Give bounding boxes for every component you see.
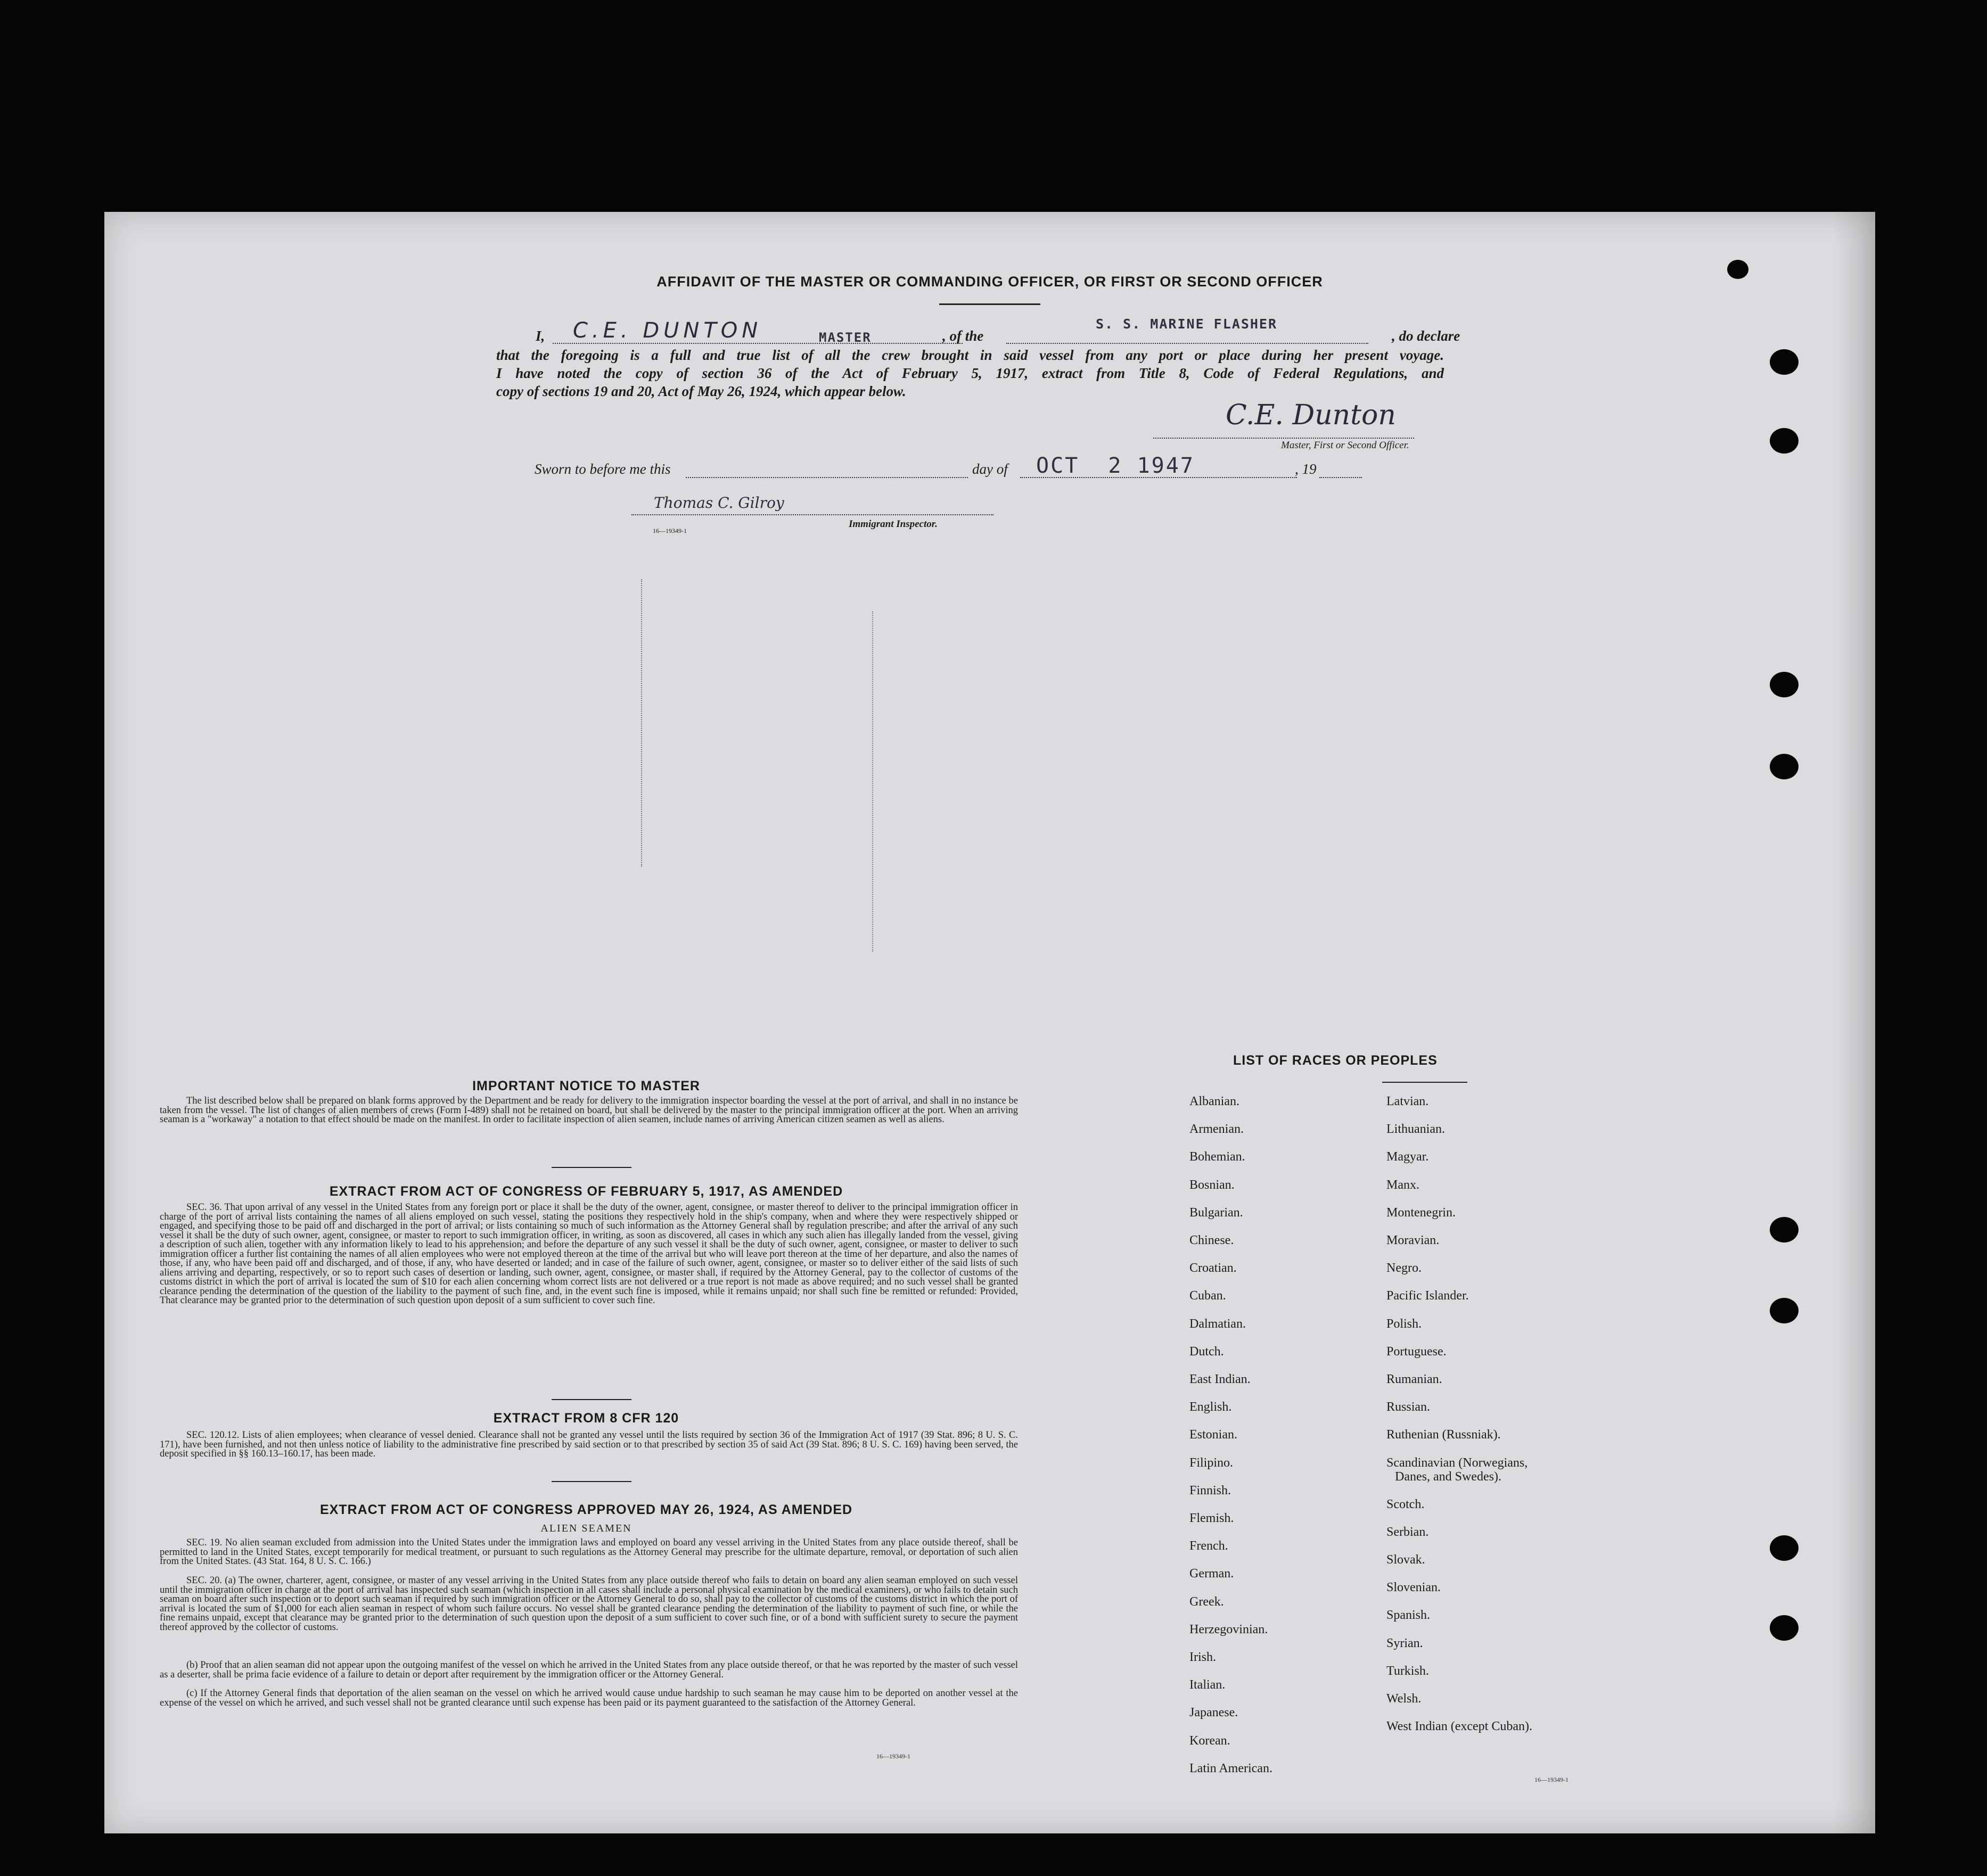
of-the-label: , of the <box>942 328 984 344</box>
race-item: Portuguese. <box>1386 1344 1447 1359</box>
notice-text: The list described below shall be prepared on blank forms approved by the Department and be ready for delivery to the immigration inspector boarding the vessel at the port of arrival, and shall in no instance be taken from the vessel. The list of changes of alien members of crews (Form I-489) shall not be retained on board, but shall be delivered by the master to the principal immigration officer at the port. When an arriving seaman is a "workaway" a notation to that effect should be made on the manifest. In order to facilitate inspection of alien seamen, include names of arriving American citizen seamen as well as aliens. <box>160 1096 1018 1125</box>
race-item: Dutch. <box>1189 1344 1224 1359</box>
form-number-top: 16—19349-1 <box>653 527 687 534</box>
race-item: Cuban. <box>1189 1289 1226 1303</box>
race-item: Filipino. <box>1189 1455 1234 1470</box>
race-item: Manx. <box>1386 1178 1419 1192</box>
punch-hole <box>1770 349 1799 375</box>
master-signature: C.E. Dunton <box>1226 399 1396 431</box>
race-item: Dalmatian. <box>1189 1317 1246 1331</box>
inspector-signature: Thomas C. Gilroy <box>654 494 784 512</box>
affidavit-line-4: copy of sections 19 and 20, Act of May 26, 1924, which appear below. <box>496 383 906 399</box>
race-item: Syrian. <box>1386 1636 1423 1650</box>
extract-cfr-title: EXTRACT FROM 8 CFR 120 <box>493 1411 679 1426</box>
form-number-right: 16—19349-1 <box>1534 1776 1569 1783</box>
punch-hole <box>1770 1615 1799 1641</box>
race-item: Welsh. <box>1386 1692 1422 1706</box>
race-item: Bohemian. <box>1189 1150 1245 1164</box>
document-page <box>104 212 1875 1833</box>
vessel-line <box>1006 343 1368 344</box>
date-stamp: OCT 2 1947 <box>1036 454 1195 478</box>
race-item: Estonian. <box>1189 1428 1237 1442</box>
race-item: Finnish. <box>1189 1483 1231 1497</box>
race-item: German. <box>1189 1567 1234 1581</box>
race-item: Bulgarian. <box>1189 1205 1243 1220</box>
inspector-caption: Immigrant Inspector. <box>849 519 938 530</box>
signature-caption: Master, First or Second Officer. <box>1281 440 1409 451</box>
races-title-underline <box>1382 1082 1467 1083</box>
race-item: Latvian. <box>1386 1095 1429 1108</box>
do-declare-label: , do declare <box>1392 328 1460 344</box>
race-item: English. <box>1189 1400 1232 1414</box>
race-item: Latin American. <box>1189 1761 1272 1775</box>
affidavit-line-3: I have noted the copy of section 36 of the Act of February 5, 1917, extract from Title 8, Code of Federal Regulations, and <box>496 365 1444 381</box>
day-of-label: day of <box>972 461 1008 477</box>
affidavit-title: AFFIDAVIT OF THE MASTER OR COMMANDING OFFICER, OR FIRST OR SECOND OFFICER <box>656 274 1323 290</box>
race-item: Moravian. <box>1386 1233 1440 1247</box>
race-item: Scandinavian (Norwegians, <box>1386 1455 1528 1470</box>
punch-hole <box>1770 672 1799 697</box>
extract-1924-subtitle: ALIEN SEAMEN <box>540 1523 632 1534</box>
notice-title: IMPORTANT NOTICE TO MASTER <box>472 1079 700 1093</box>
title-underline <box>939 303 1040 305</box>
extract-1917-divider <box>552 1399 631 1400</box>
sworn-day-line <box>686 477 968 478</box>
signature-line <box>1153 438 1414 439</box>
race-item: Bosnian. <box>1189 1178 1235 1192</box>
race-item: Korean. <box>1189 1733 1230 1748</box>
extract-1917-title: EXTRACT FROM ACT OF CONGRESS OF FEBRUARY 5, 1917, AS AMENDED <box>329 1184 843 1199</box>
extract-1924-section-20a: SEC. 20. (a) The owner, charterer, agent, consignee, or master of any vessel arriving in the United States from any place outside thereof who fails to detain on board any alien seaman employed on such vessel until the immigration officer in charge at the port of arrival has inspected such seaman (which inspection in all cases shall include a personal physical examination by the medical examiners), or who fails to detain such seaman on board after such inspection or to deport such seaman if required by such immigration officer or the Attorney General to do so, shall pay to the collector of customs of the customs district in which the port of arrival is located the sum of $1,000 for each alien seaman in respect of whom such failure occurs. No vessel shall be granted clearance pending the determination of the liability to payment of such fine, or while the fine remains unpaid, except that clearance may be granted prior to the determination of such question upon the deposit of a sum sufficient to cover such fine, or of a bond with sufficient surety to secure the payment thereof approved by the collector of customs. <box>160 1575 1018 1633</box>
extract-1924-section-20b: (b) Proof that an alien seaman did not appear upon the outgoing manifest of the vessel on which he arrived in the United States from any place outside thereof, or that he was reported by the master of such vessel as a deserter, shall be prima facie evidence of a failure to detain or deport after requirement by the immigration officer or the Attorney General. <box>160 1660 1018 1680</box>
race-item: Montenegrin. <box>1386 1205 1456 1220</box>
race-item: Turkish. <box>1386 1664 1429 1678</box>
punch-hole <box>1770 428 1799 454</box>
race-item: Herzegovinian. <box>1189 1622 1268 1636</box>
extract-1924-section-19: SEC. 19. No alien seaman excluded from admission into the United States under the immigration laws and employed on board any vessel arriving in the United States from any place outside thereof, shall be permitted to land in the United States, except temporarily for medical treatment, or pursuant to such regulations as the Attorney General may prescribe for the ultimate departure, removal, or deportation of such alien from the United States. (43 Stat. 164, 8 U. S. C. 166.) <box>160 1537 1018 1567</box>
punch-hole <box>1770 754 1799 779</box>
rank-stamp: MASTER <box>819 330 872 345</box>
notice-divider <box>552 1167 631 1168</box>
race-item: French. <box>1189 1539 1228 1553</box>
punch-hole <box>1770 1217 1799 1243</box>
extract-1917-text: SEC. 36. That upon arrival of any vessel in the United States from any foreign port or place it shall be the duty of the owner, agent, consignee, or master thereof to deliver to the principal immigration officer in charge of the port of arrival lists containing the names of all aliens employed on such vessel, stating the positions they respectively hold in the ship's company, when and where they were respectively shipped or engaged, and specifying those to be paid off and discharged in the port of arrival; or lists containing so much of such information as the Attorney General shall by regulation prescribe; and after the arrival of any such vessel it shall be the duty of such owner, agent, consignee, or master to report to such immigration officer, in writing, as soon as discovered, all cases in which any such alien has illegally landed from the vessel, giving a description of such alien, together with any information likely to lead to his apprehension; and before the departure of any such vessel it shall be the duty of such owner, agent, consignee, or master to deliver to such immigration officer a further list containing the names of all alien employees who were not employed thereon at the time of the arrival but who will leave port thereon at the time of her departure, and also the names of those, if any, who have been paid off and discharged, and of those, if any, who have deserted or landed; and in case of the failure of such owner, agent, consignee, or master so to deliver either of the said lists of such aliens arriving and departing, respectively, or so to report such cases of desertion or landing, such owner, agent, consignee, or master shall, if required by the Attorney General, pay to the collector of customs of the customs district in which the port of arrival is located the sum of $10 for each alien concerning whom correct lists are not delivered or a true report is not made as above required; and no such vessel shall be granted clearance pending the determination of the question of the liability to the payment of such fine, and, in the event such fine is imposed, while it remains unpaid; nor shall such fine be remitted or refunded: Provided, That clearance may be granted prior to the determination of such question upon deposit of a sum sufficient to cover such fine. <box>160 1202 1018 1306</box>
race-item: Magyar. <box>1386 1150 1429 1164</box>
race-item: Spanish. <box>1386 1608 1431 1623</box>
race-item: Japanese. <box>1189 1706 1238 1720</box>
punch-hole <box>1770 1535 1799 1561</box>
year-line <box>1319 477 1362 478</box>
vessel-name-stamp: S. S. MARINE FLASHER <box>1096 316 1278 332</box>
officer-name-handwritten: C.E. DUNTON <box>573 318 762 343</box>
race-item: Ruthenian (Russniak). <box>1386 1428 1501 1442</box>
extract-1924-title: EXTRACT FROM ACT OF CONGRESS APPROVED MAY 26, 1924, AS AMENDED <box>319 1502 853 1517</box>
race-item: Flemish. <box>1189 1511 1234 1525</box>
race-item: Greek. <box>1189 1594 1224 1609</box>
i-label: I, <box>536 328 545 344</box>
race-item: Danes, and Swedes). <box>1395 1469 1501 1484</box>
race-item: Rumanian. <box>1386 1372 1442 1386</box>
race-item: East Indian. <box>1189 1372 1251 1386</box>
inspector-line <box>631 514 994 515</box>
sworn-label: Sworn to before me this <box>535 461 671 477</box>
race-item: Lithuanian. <box>1386 1122 1445 1137</box>
race-item: Scotch. <box>1386 1497 1425 1511</box>
race-item: Albanian. <box>1189 1095 1239 1108</box>
race-item: Croatian. <box>1189 1261 1237 1276</box>
column-guide <box>872 611 874 952</box>
race-item: Italian. <box>1189 1678 1226 1692</box>
form-number-left: 16—19349-1 <box>876 1752 910 1760</box>
race-item: Slovak. <box>1386 1553 1425 1567</box>
race-item: Irish. <box>1189 1650 1216 1664</box>
year-prefix: , 19 <box>1295 461 1317 477</box>
affidavit-line-2: that the foregoing is a full and true list of all the crew brought in said vessel from any port or place during her present voyage. <box>496 347 1444 363</box>
race-item: Serbian. <box>1386 1525 1429 1539</box>
race-item: West Indian (except Cuban). <box>1386 1719 1532 1734</box>
race-item: Pacific Islander. <box>1386 1289 1469 1303</box>
punch-hole <box>1770 1298 1799 1323</box>
races-title: LIST OF RACES OR PEOPLES <box>1233 1053 1438 1068</box>
name-line <box>553 343 963 344</box>
extract-cfr-divider <box>552 1481 631 1482</box>
column-guide <box>641 579 643 867</box>
extract-1924-section-20c: (c) If the Attorney General finds that deportation of the alien seaman on the vessel on which he arrived would cause undue hardship to such seaman he may cause him to be deported on another vessel at the expense of the vessel on which he arrived, and such vessel shall not be granted clearance until such expense has been paid or its payment guaranteed to the satisfaction of the Attorney General. <box>160 1688 1018 1708</box>
race-item: Negro. <box>1386 1261 1422 1276</box>
race-item: Russian. <box>1386 1400 1431 1414</box>
race-item: Chinese. <box>1189 1233 1234 1247</box>
race-item: Polish. <box>1386 1317 1422 1331</box>
race-item: Armenian. <box>1189 1122 1244 1137</box>
race-item: Slovenian. <box>1386 1581 1441 1595</box>
extract-cfr-text: SEC. 120.12. Lists of alien employees; when clearance of vessel denied. Clearance shall not be granted any vessel until the lists required by section 36 of the Immigration Act of 1917 (39 Stat. 896; 8 U. S. C. 171), have been furnished, and not then unless notice of liability to the administrative fine prescribed by said section or to that prescribed by section 35 of said Act (39 Stat. 896; 8 U. S. C. 169) having been served, the deposit specified in §§ 160.13–160.17, has been made. <box>160 1430 1018 1459</box>
